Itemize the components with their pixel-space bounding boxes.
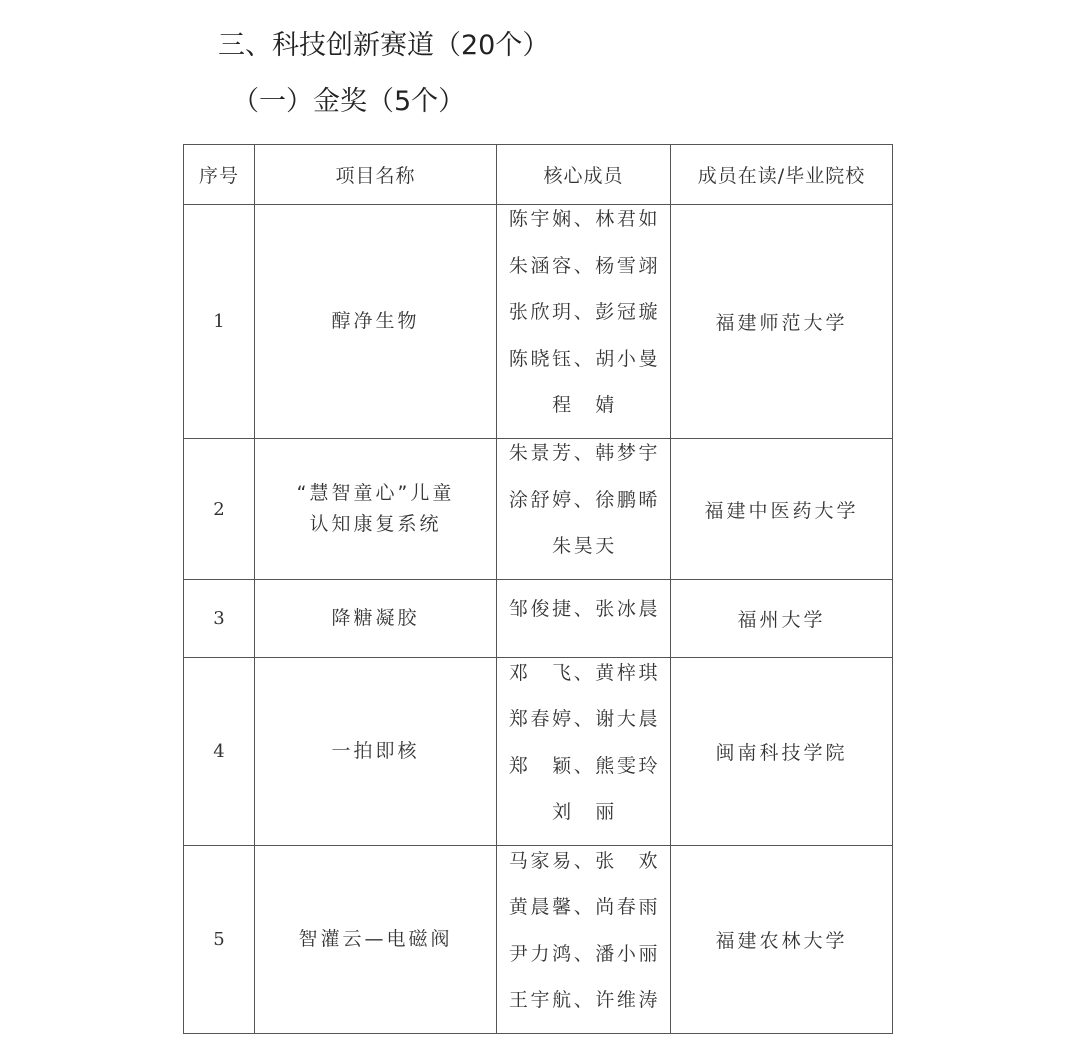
row-index: 2 (184, 439, 255, 580)
table-row (184, 658, 893, 846)
project-name-line: 一拍即核 (331, 740, 420, 762)
member-line: 黄晨馨、尚春雨 (508, 896, 661, 918)
project-name-line: 认知康复系统 (309, 513, 442, 535)
school-name: 福建农林大学 (671, 846, 893, 1034)
project-name-line: “慧智童心”儿童 (296, 482, 455, 504)
gold-award-table (183, 144, 893, 1034)
row-index: 1 (184, 205, 255, 439)
project-name (255, 580, 497, 658)
project-name (255, 439, 497, 580)
member-line: 涂舒婷、徐鹏晞 (508, 488, 661, 511)
member-line: 尹力鸿、潘小丽 (508, 942, 661, 965)
core-members (497, 658, 671, 846)
header-members: 核心成员 (497, 145, 671, 205)
member-line: 王宇航、许维涛 (508, 989, 661, 1011)
school-name: 闽南科技学院 (671, 658, 893, 846)
member-line: 马家易、张 欢 (508, 849, 661, 872)
table-row (184, 205, 893, 439)
member-line: 陈宇娴、林君如 (508, 208, 661, 231)
header-project: 项目名称 (255, 145, 497, 205)
member-line: 邓 飞、黄梓琪 (508, 661, 661, 684)
header-index: 序号 (184, 145, 255, 205)
school-name: 福建中医药大学 (671, 439, 893, 580)
member-line: 程 婧 (552, 394, 617, 417)
core-members (497, 580, 671, 658)
project-name-line: 智灌云—电磁阀 (298, 928, 453, 950)
member-line: 张欣玥、彭冠璇 (508, 301, 661, 324)
core-members (497, 439, 671, 580)
member-line: 邹俊捷、张冰晨 (508, 598, 661, 621)
row-index: 3 (184, 580, 255, 658)
table-header-row (184, 145, 893, 205)
header-school: 成员在读/毕业院校 (671, 145, 893, 205)
member-line: 朱景芳、韩梦宇 (508, 442, 661, 465)
subsection-heading: （一）金奖（5个） (232, 86, 466, 117)
member-line: 陈晓钰、胡小曼 (508, 347, 661, 370)
project-name (255, 658, 497, 846)
member-line: 郑春婷、谢大晨 (508, 708, 661, 730)
school-name: 福州大学 (671, 580, 893, 658)
project-name-line: 降糖凝胶 (331, 607, 420, 629)
member-line: 朱昊天 (552, 535, 617, 558)
project-name (255, 846, 497, 1034)
core-members (497, 846, 671, 1034)
table-row (184, 439, 893, 580)
table-row (184, 846, 893, 1034)
row-index: 5 (184, 846, 255, 1034)
core-members (497, 205, 671, 439)
table-row (184, 580, 893, 658)
member-line: 郑 颖、熊雯玲 (508, 754, 661, 777)
member-line: 朱涵容、杨雪翊 (508, 254, 661, 277)
row-index: 4 (184, 658, 255, 846)
project-name (255, 205, 497, 439)
project-name-line: 醇净生物 (331, 310, 420, 332)
section-heading: 三、科技创新赛道（20个） (218, 30, 550, 61)
member-line: 刘 丽 (552, 801, 617, 823)
school-name: 福建师范大学 (671, 205, 893, 439)
